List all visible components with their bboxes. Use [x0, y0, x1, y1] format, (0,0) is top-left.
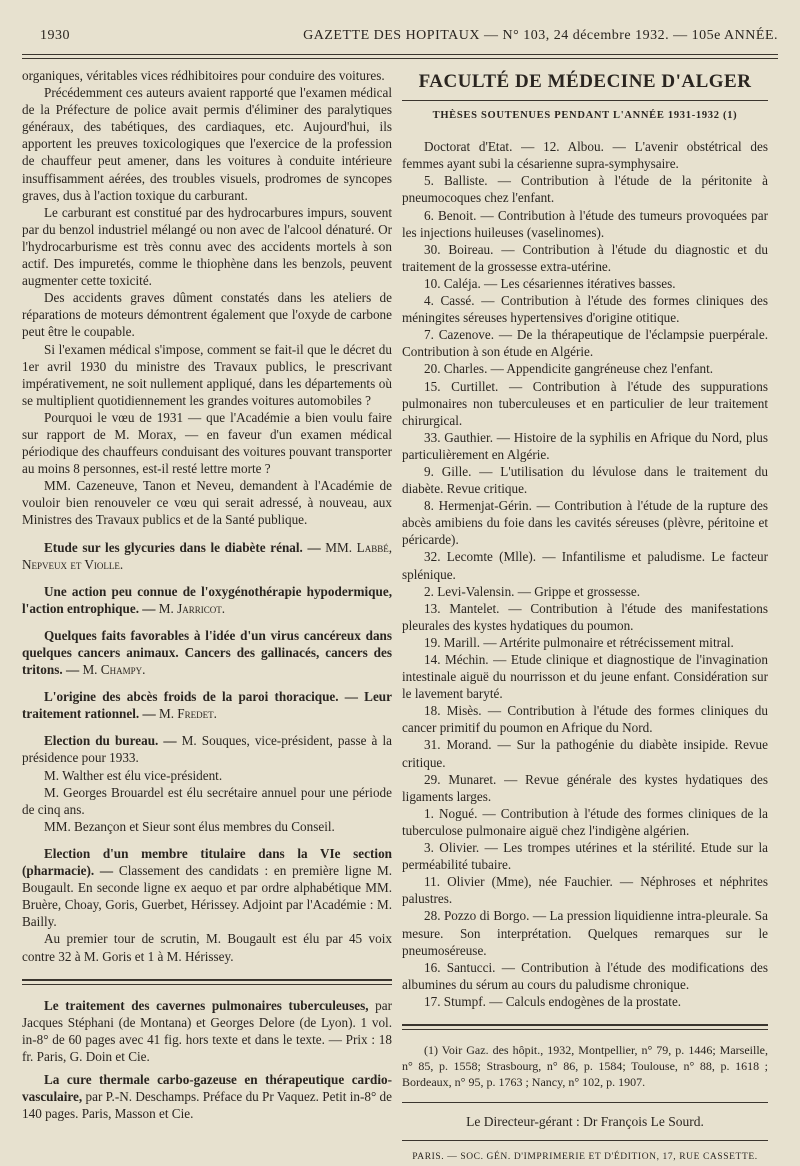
page-header — [22, 28, 778, 50]
thesis-entry: 17. Stumpf. — Calculs endogènes de la prostate. — [424, 993, 682, 1009]
communication-title: L'origine des abcès froids de la paroi thoracique. — Leur traitement rationnel. — — [22, 689, 392, 722]
section-rule — [22, 984, 392, 985]
title-rule — [402, 100, 768, 101]
thesis-entry: 28. Pozzo di Borgo. — La pression liquidienne intra-pleurale. Sa mesure. Son interprétation. Quelques remarques sur le pneumoséreuse. — [402, 908, 768, 958]
communication-title: Quelques faits favorables à l'idée d'un virus cancéreux dans quelques cancers animaux. Cancers des gallinacés, cancers des tritons. — — [22, 627, 392, 678]
thesis-entry: 20. Charles. — Appendicite gangréneuse chez l'enfant. — [424, 361, 714, 377]
election-text: Classement des candidats : en première ligne M. Bougault. En seconde ligne ex aequo et par ordre alphabétique MM. Bruère, Choay, Goris, Guerbet, Hérissey. Adjoint par l'Académie : M. Bailly. — [22, 863, 392, 930]
paragraph: Précédemment ces auteurs avaient rapporté que l'examen médical de la Préfecture de police avait permis d'éliminer des paralytiques généraux, des tabétiques, des cardiaques, etc. Aujourd'hui, ils apportent les preuves toxicologiques que l'exercice de la profession de chauffeur peut amener, dans les voitures à conduite intérieure insuffisamment aérées, des troubles visuels, prodromes de syncopes graves, dus à l'action toxique du carburant. — [22, 85, 392, 203]
header-rule-2 — [22, 58, 778, 59]
paragraph: MM. Bezançon et Sieur sont élus membres du Conseil. — [44, 818, 335, 834]
thesis-entry: 15. Curtillet. — Contribution à l'étude des suppurations pulmonaires non tuberculeuses et en particulier de leur traitement chirurgical. — [402, 378, 768, 428]
communication-entry — [22, 583, 392, 617]
election-entry — [22, 845, 392, 930]
printer-line: PARIS. — SOC. GÉN. D'IMPRIMERIE ET D'ÉDITION, 17, RUE CASSETTE. — [412, 1152, 758, 1163]
thesis-entry: 1. Nogué. — Contribution à l'étude des formes cliniques de la tuberculose pulmonaire aiguë chez l'indigène algérien. — [402, 805, 768, 838]
communication-entry — [22, 688, 392, 722]
communication-authors: MM. Labbé, Nepveux et Violle. — [22, 539, 393, 572]
book-entry — [22, 1071, 392, 1122]
paragraph: Si l'examen médical s'impose, comment se fait-il que le décret du 1er avril 1930 du ministre des Travaux publics, le prescrivant impérativement, ne soit nullement appliqué, dans les départements où se multiplient quotidiennement les grandes voitures automobiles ? — [22, 341, 392, 408]
thesis-entry: 9. Gille. — L'utilisation du lévulose dans le traitement du diabète. Revue critique. — [402, 463, 768, 497]
footnote-rule — [402, 1024, 768, 1026]
thesis-entry: 32. Lecomte (Mlle). — Infantilisme et paludisme. Le facteur splénique. — [402, 549, 768, 582]
communication-entry — [22, 627, 392, 678]
section-rule — [22, 979, 392, 981]
paragraph: MM. Cazeneuve, Tanon et Neveu, demandent à l'Académie de vouloir bien renouveler ce vœu qui serait adressé, à nouveau, aux Ministres des Travaux publics et de la Santé publique. — [22, 478, 392, 528]
paragraph: Pourquoi le vœu de 1931 — que l'Académie a bien voulu faire sur rapport de M. Morax, — en faveur d'un examen médical périodique des chauffeurs conduisant des voitures pouvant transporter au moins 8 personnes, est-il resté lettre morte ? — [22, 409, 392, 477]
paragraph: Des accidents graves dûment constatés dans les ateliers de réparations de moteurs démontrent également que l'oxyde de carbone peut être le coupable. — [22, 290, 392, 340]
thesis-entry: 16. Santucci. — Contribution à l'étude des modifications des albumines du sérum au cours du paludisme chronique. — [402, 959, 768, 992]
paragraph: M. Walther est élu vice-président. — [44, 767, 223, 783]
election-title: Election d'un membre titulaire dans la VIe section (pharmacie). — — [22, 845, 392, 879]
printer-rule — [402, 1140, 768, 1141]
paragraph: Au premier tour de scrutin, M. Bougault est élu par 45 voix contre 32 à M. Goris et 1 à M. Hérissey. — [22, 931, 392, 964]
thesis-entry: 3. Olivier. — Les trompes utérines et la stérilité. Etude sur la perméabilité tubaire. — [402, 840, 768, 873]
footnote: (1) Voir Gaz. des hôpit., 1932, Montpellier, n° 79, p. 1446; Marseille, n° 85, p. 1558; Strasbourg, n° 86, p. 1584; Toulouse, n° 88, p. 1618 ; Bordeaux, n° 95, p. 1763 ; Nancy, n° 102, p. 1907. — [402, 1042, 768, 1089]
election-text: M. Souques, vice-président, passe à la présidence pour 1933. — [22, 733, 392, 766]
thesis-entry: Doctorat d'Etat. — 12. Albou. — L'avenir obstétrical des femmes ayant subi la césarienne supra-symphysaire. — [402, 139, 768, 172]
book-entry — [22, 997, 392, 1065]
thesis-entry: 29. Munaret. — Revue générale des kystes hydatiques des ligaments larges. — [402, 771, 768, 804]
thesis-entry: 31. Morand. — Sur la pathogénie du diabète insipide. Revue critique. — [402, 737, 768, 770]
director-rule — [402, 1102, 768, 1103]
communication-title: Une action peu connue de l'oxygénothérapie hypodermique, l'action entrophique. — — [22, 583, 392, 616]
communication-entry — [22, 539, 392, 573]
communication-title: Etude sur les glycuries dans le diabète rénal. — — [44, 539, 321, 555]
paragraph: M. Georges Brouardel est élu secrétaire annuel pour une période de cinq ans. — [22, 784, 392, 817]
communication-authors: M. Fredet. — [158, 706, 217, 722]
communication-authors: M. Jarricot. — [158, 600, 226, 616]
director-line: Le Directeur-gérant : Dr François Le Sourd. — [466, 1113, 704, 1129]
section-subtitle: THÈSES SOUTENUES PENDANT L'ANNÉE 1931-1932 (1) — [432, 110, 738, 122]
election-title: Election du bureau. — — [44, 733, 177, 749]
thesis-entry: 14. Méchin. — Etude clinique et diagnostique de l'invagination intestinale aiguë du nourrisson et du jeune enfant. Considération sur le lavement baryté. — [402, 652, 768, 702]
thesis-entry: 2. Levi-Valensin. — Grippe et grossesse. — [424, 583, 641, 599]
theses-list — [402, 138, 768, 1010]
book-details: par Jacques Stéphani (de Montana) et Georges Delore (de Lyon). 1 vol. in-8° de 60 pages avec 41 fig. hors texte et dans le texte. — Prix : 18 fr. Paris, G. Doin et Cie. — [22, 997, 392, 1064]
journal-line: GAZETTE DES HOPITAUX — N° 103, 24 décembre 1932. — 105e ANNÉE. — [303, 28, 778, 43]
book-details: par P.-N. Deschamps. Préface du Pr Vaquez. Petit in-8° de 140 pages. Paris, Masson et Cie. — [22, 1089, 393, 1122]
thesis-entry: 18. Misès. — Contribution à l'étude des formes cliniques du cancer primitif du poumon en Afrique du Nord. — [402, 703, 768, 736]
left-column — [22, 67, 392, 1122]
book-title: La cure thermale carbo-gazeuse en thérapeutique cardio-vasculaire, — [22, 1071, 392, 1105]
election-entry — [22, 732, 392, 766]
thesis-entry: 13. Mantelet. — Contribution à l'étude des manifestations pleurales des kystes hydatiques du poumon. — [402, 600, 768, 633]
paragraph: Le carburant est constitué par des hydrocarbures impurs, souvent par du benzol industriel mélangé ou non avec de l'alcool dénaturé. Or l'hydrocarburisme est très connu avec des accidents mortels à son actif. Des impuretés, comme le thiophène dans les benzols, peuvent augmenter cette toxicité. — [22, 204, 392, 289]
thesis-entry: 19. Marill. — Artérite pulmonaire et rétrécissement mitral. — [424, 634, 734, 650]
section-title: FACULTÉ DE MÉDECINE D'ALGER — [418, 71, 752, 92]
thesis-entry: 11. Olivier (Mme), née Fauchier. — Néphroses et néphrites palustres. — [402, 874, 768, 907]
thesis-entry: 6. Benoit. — Contribution à l'étude des tumeurs provoquées par les injections huileuses (vaselinomes). — [402, 207, 768, 240]
paragraph: organiques, véritables vices rédhibitoires pour conduire des voitures. — [22, 68, 385, 83]
thesis-entry: 5. Balliste. — Contribution à l'étude de la péritonite à pneumocoques chez l'enfant. — [402, 173, 768, 206]
thesis-entry: 4. Cassé. — Contribution à l'étude des formes cliniques des méningites séreuses hypertensives d'origine otitique. — [402, 293, 768, 326]
thesis-entry: 30. Boireau. — Contribution à l'étude du diagnostic et du traitement de la grossesse extra-utérine. — [402, 241, 768, 274]
thesis-entry: 7. Cazenove. — De la thérapeutique de l'éclampsie puerpérale. Contribution à son étude en Algérie. — [402, 327, 768, 360]
thesis-entry: 8. Hermenjat-Gérin. — Contribution à l'étude de la rupture des abcès amibiens du foie dans les cavités séreuses (plèvre, péritoine et péricarde). — [402, 498, 768, 548]
book-title: Le traitement des cavernes pulmonaires tuberculeuses, — [44, 997, 369, 1013]
communication-authors: M. Champy. — [82, 662, 146, 678]
header-rule — [22, 54, 778, 55]
right-column — [402, 67, 768, 1166]
thesis-entry: 33. Gauthier. — Histoire de la syphilis en Afrique du Nord, plus particulièrement en Algérie. — [402, 429, 768, 462]
footnote-rule — [402, 1029, 768, 1030]
page-number: 1930 — [40, 28, 70, 43]
thesis-entry: 10. Caléja. — Les césariennes itératives basses. — [424, 275, 676, 291]
